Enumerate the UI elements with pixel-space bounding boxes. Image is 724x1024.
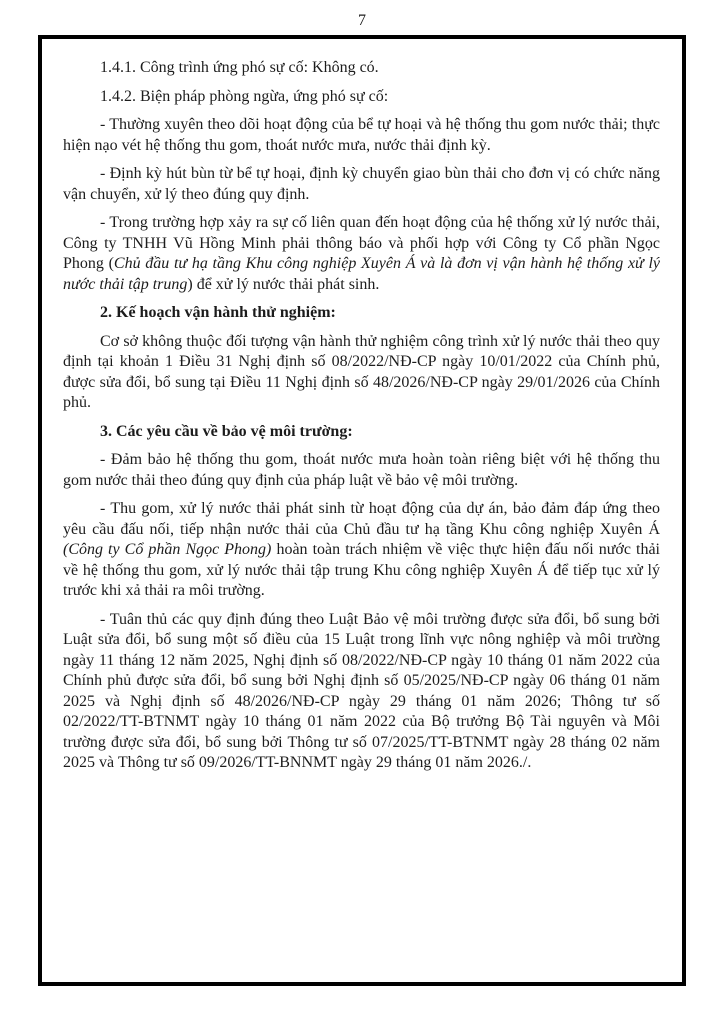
paragraph-wastewater-collection (63, 499, 660, 602)
paragraph-separate-drainage: - Đảm bảo hệ thống thu gom, thoát nước mưa hoàn toàn riêng biệt với hệ thống thu gom nước thải theo đúng quy định của pháp luật về bảo vệ môi trường. (63, 451, 660, 489)
paragraph-141-incident-works: 1.4.1. Công trình ứng phó sự cố: Không có. (100, 59, 379, 76)
text-run: ) để xử lý nước thải phát sinh. (187, 275, 380, 293)
paragraph-142-prevention-measures: 1.4.2. Biện pháp phòng ngừa, ứng phó sự cố: (100, 87, 389, 105)
document-border-frame (38, 35, 686, 986)
section-heading-3-environment-requirements: 3. Các yêu cầu về bảo vệ môi trường: (100, 422, 353, 440)
paragraph-legal-compliance: - Tuân thủ các quy định đúng theo Luật Bảo vệ môi trường được sửa đổi, bổ sung bởi Luật sửa đổi, bổ sung một số điều của 15 Luật trong lĩnh vực nông nghiệp và môi trường ngày 11 tháng 12 năm 2025, Nghị định số 08/2022/NĐ-CP ngày 10 tháng 01 năm 2022 của Chính phủ được sửa đổi, bổ sung bởi Nghị định số 05/2025/NĐ-CP ngày 06 tháng 01 năm 2025 và Nghị định số 48/2026/NĐ-CP ngày 29 tháng 01 năm 2026; Thông tư số 02/2022/TT-BTNMT ngày 10 tháng 01 năm 2022 của Bộ trưởng Bộ Tài nguyên và Môi trường được sửa đổi, bổ sung bởi Thông tư số 07/2025/TT-BTNMT ngày 28 tháng 02 năm 2025 và Thông tư số 09/2026/TT-BNNMT ngày 29 tháng 01 năm 2026./. (63, 610, 660, 771)
paragraph-monitoring: - Thường xuyên theo dõi hoạt động của bể tự hoại và hệ thống thu gom nước thải; thực hiện nạo vét hệ thống thu gom, thoát nước mưa, nước thải định kỳ. (63, 116, 660, 154)
section-heading-2-trial-operation: 2. Kế hoạch vận hành thử nghiệm: (100, 304, 336, 321)
text-run-italic: (Công ty Cổ phần Ngọc Phong) (63, 541, 272, 558)
document-content (42, 39, 682, 774)
text-run: hoàn toàn trách nhiệm về việc thực hiện đấu nối nước thải về hệ thống thu gom, xử lý nước thải tập trung Khu công nghiệp Xuyên Á để tiếp tục xử lý trước khi xả thải ra môi trường. (63, 541, 661, 599)
paragraph-sludge-removal: - Định kỳ hút bùn từ bể tự hoại, định kỳ chuyển giao bùn thải cho đơn vị có chức năng vận chuyển, xử lý theo đúng quy định. (63, 165, 660, 203)
text-run: - Trong trường hợp xảy ra sự cố liên quan đến hoạt động của hệ thống xử lý nước thải, Công ty TNHH Vũ Hồng Minh phải thông báo và phối hợp với Công ty Cổ phần Ngọc Phong ( (63, 214, 660, 272)
paragraph-trial-exemption: Cơ sở không thuộc đối tượng vận hành thử nghiệm công trình xử lý nước thải theo quy định tại khoản 1 Điều 31 Nghị định số 08/2022/NĐ-CP ngày 10/01/2022 của Chính phủ, được sửa đổi, bổ sung tại Điều 11 Nghị định số 48/2026/NĐ-CP ngày 29/01/2026 của Chính phủ. (63, 332, 660, 411)
page-number: 7 (358, 12, 366, 29)
paragraph-incident-response (63, 213, 660, 295)
text-run-italic: Chủ đầu tư hạ tầng Khu công nghiệp Xuyên Á và là đơn vị vận hành hệ thống xử lý nước thải tập trung (63, 255, 660, 293)
text-run: - Thu gom, xử lý nước thải phát sinh từ hoạt động của dự án, bảo đảm đáp ứng theo yêu cầu đấu nối, tiếp nhận nước thải của Chủ đầu tư hạ tầng Khu công nghiệp Xuyên Á (63, 500, 660, 538)
